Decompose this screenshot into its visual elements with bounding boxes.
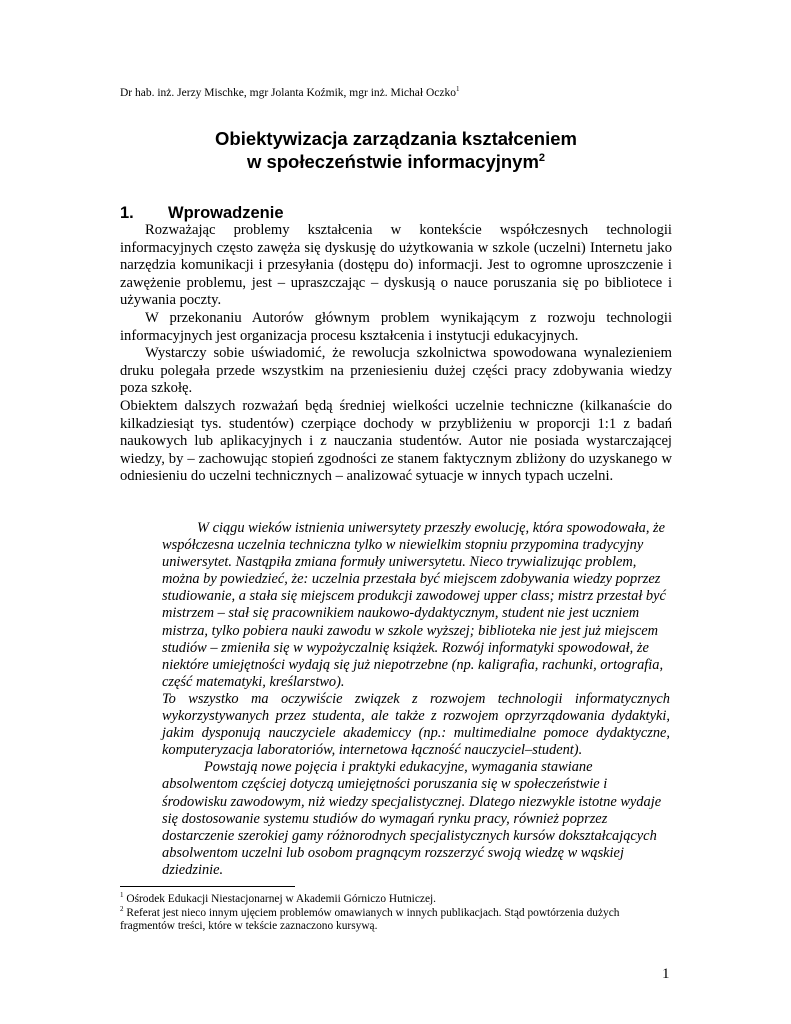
footnote-mark: 1 (120, 891, 124, 900)
title-line-2 (120, 150, 672, 173)
quote-paragraph: To wszystko ma oczywiście związek z rozwojem technologii informatycznych wykorzystywanych przez studenta, ale także z rozwojem oprzyrządowania dydaktyki, jakim dysponują nauczyciele akademiccy (np.: multimedialne pomoce dydaktyczne, komputeryzacja laboratoriów, internetowa łączność nauczyciel–student). (162, 690, 670, 759)
title-line-1: Obiektywizacja zarządzania kształceniem (215, 128, 577, 149)
footnote-1 (120, 893, 665, 907)
section-body (120, 222, 672, 486)
footnote-2 (120, 904, 665, 934)
author-line (120, 86, 459, 100)
footnote-text: Ośrodek Edukacji Niestacjonarnej w Akademii Górniczo Hutniczej. (126, 893, 437, 905)
title-footnote-ref[interactable]: 2 (538, 151, 546, 164)
paper-title (120, 127, 672, 173)
footnote-mark: 2 (120, 904, 124, 913)
body-paragraph: Wystarczy sobie uświadomić, że rewolucja szkolnictwa spowodowana wynalezieniem druku polegała przede wszystkim na przeniesieniu dużej części pracy zdobywania wiedzy poza szkołę. (120, 345, 672, 397)
section-title: Wprowadzenie (168, 204, 284, 222)
title-line-2-text: w społeczeństwie informacyjnym (246, 151, 539, 172)
body-paragraph: Rozważając problemy kształcenia w kontekście współczesnych technologii informacyjnych często zawęża się dyskusję do użytkowania w szkole (uczelni) Internetu jako narzędzia komunikacji i przesyłania (dostępu do) informacji. Jest to ogromne uproszczenie i zawężenie problemu, jest – upraszczając – dyskusją o nauce poruszania się po bibliotece i używania poczty. (120, 222, 672, 309)
page-number: 1 (662, 966, 670, 982)
quote-paragraph: Powstają nowe pojęcia i praktyki edukacyjne, wymagania stawiane absolwentom częściej dotyczą umiejętności poruszania się w społeczeństwie i środowisku zawodowym, niż wiedzy specjalistycznej. Dlatego niezwykle istotne wydaje się dostosowanie systemu studiów do wymagań rynku pracy, również poprzez dostarczenie szerokiej gamy różnorodnych specjalistycznych kursów dokształcających absolwentom uczelni lub osobom pragnącym rozszerzyć swoją wiedzę w wąskiej dziedzinie. (162, 759, 662, 878)
italic-quote-block (162, 520, 670, 879)
authors-footnote-ref[interactable]: 1 (455, 85, 460, 94)
footnote-text: Referat jest nieco innym ujęciem problemów omawianych w innych publikacjach. Stąd powtórzenia dużych fragmentów treści, które w tekście zaznaczono kursywą. (120, 906, 620, 933)
footnote-separator (120, 886, 295, 887)
section-heading (120, 203, 284, 223)
authors-text: Dr hab. inż. Jerzy Mischke, mgr Jolanta Koźmik, mgr inż. Michał Oczko (120, 87, 456, 99)
footnotes (120, 893, 665, 934)
body-paragraph: W przekonaniu Autorów głównym problem wynikającym z rozwoju technologii informacyjnych jest organizacja procesu kształcenia i instytucji edukacyjnych. (120, 309, 672, 344)
quote-paragraph: W ciągu wieków istnienia uniwersytety przeszły ewolucję, która spowodowała, że współczesna uczelnia techniczna tylko w niewielkim stopniu przypomina tradycyjny uniwersytet. Nastąpiła zmiana formuły uniwersytetu. Nieco trywializując problem, można by powiedzieć, że: uczelnia przestała być miejscem zdobywania wiedzy poprzez studiowanie, a stała się miejscem produkcji zawodowej upper class; mistrz przestał być mistrzem – stał się pracownikiem naukowo-dydaktycznym, student nie jest uczniem mistrza, tylko pobiera nauki zawodu w szkole wyższej; biblioteka nie jest już miejscem studiów – zmieniła się w wypożyczalnię książek. Rozwój informatyki spowodował, że niektóre umiejętności wydają się już niepotrzebne (np. kaligrafia, rachunki, ortografia, część matematyki, kreślarstwo). (162, 520, 666, 690)
body-paragraph: Obiektem dalszych rozważań będą średniej wielkości uczelnie techniczne (kilkanaście do kilkadziesiąt tys. studentów) czerpiące dochody w przybliżeniu w proporcji 1:1 z badań naukowych lub aplikacyjnych i z nauczania studentów. Autor nie posiada wystarczającej wiedzy, by – zachowując stopień zgodności ze stanem faktycznym zbliżony do uzyskanego w odniesieniu do uczelni technicznych – analizować sytuacje w innych typach uczelni. (120, 397, 672, 485)
section-number: 1. (120, 204, 134, 222)
